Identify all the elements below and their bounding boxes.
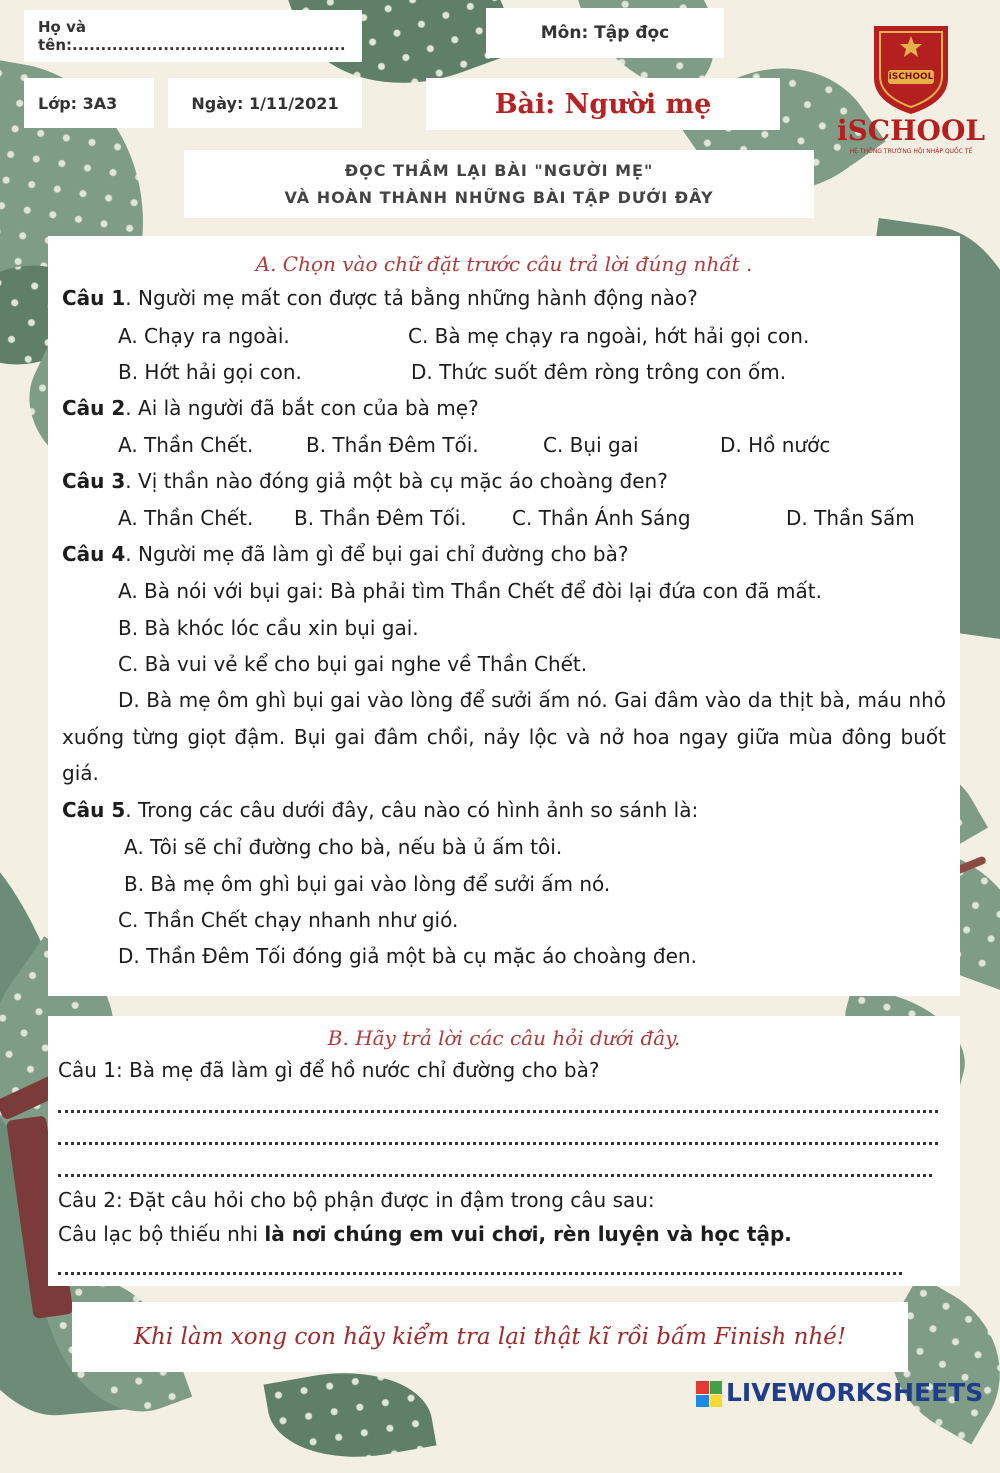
instruction-line-2: VÀ HOÀN THÀNH NHỮNG BÀI TẬP DƯỚI ĐÂY bbox=[284, 188, 714, 207]
watermark-text: LIVEWORKSHEETS bbox=[726, 1378, 984, 1407]
question-5-text: . Trong các câu dưới đây, câu nào có hình ảnh so sánh là: bbox=[125, 798, 699, 822]
logo-name: iSCHOOL bbox=[836, 114, 986, 147]
q2-option-a[interactable]: A. Thần Chết. bbox=[118, 433, 254, 457]
q3-option-d[interactable]: D. Thần Sấm bbox=[786, 506, 915, 530]
q4-option-b[interactable]: B. Bà khóc lóc cầu xin bụi gai. bbox=[118, 616, 419, 640]
liveworksheets-logo-icon bbox=[696, 1381, 722, 1407]
question-2 bbox=[62, 396, 479, 420]
q4-option-c[interactable]: C. Bà vui vẻ kể cho bụi gai nghe về Thần Chết. bbox=[118, 652, 588, 676]
question-4 bbox=[62, 542, 628, 566]
question-3 bbox=[62, 469, 668, 493]
question-1 bbox=[62, 286, 698, 310]
q5-option-d[interactable]: D. Thần Đêm Tối đóng giả một bà cụ mặc áo choàng đen. bbox=[118, 944, 697, 968]
q4-option-d[interactable]: D. Bà mẹ ôm ghì bụi gai vào lòng để sưởi ấm nó. Gai đâm vào da thịt bà, máu nhỏ xuống từng giọt đậm. Bụi gai đâm chồi, nảy lộc và nở hoa ngay giữa mùa đông buốt giá. bbox=[62, 688, 946, 785]
section-b-sentence bbox=[58, 1222, 792, 1246]
instruction-line-1: ĐỌC THẦM LẠI BÀI "NGƯỜI MẸ" bbox=[344, 161, 654, 180]
q5-option-c[interactable]: C. Thần Chết chạy nhanh như gió. bbox=[118, 908, 459, 932]
q3-option-a[interactable]: A. Thần Chết. bbox=[118, 506, 254, 530]
q4-option-a[interactable]: A. Bà nói với bụi gai: Bà phải tìm Thần Chết để đòi lại đứa con đã mất. bbox=[118, 579, 822, 603]
logo-tagline: HỆ THỐNG TRƯỜNG HỘI NHẬP QUỐC TẾ bbox=[849, 148, 973, 155]
date-box bbox=[168, 78, 362, 128]
answer-line-3[interactable] bbox=[58, 1174, 932, 1177]
section-b bbox=[48, 1016, 960, 1286]
q3-option-b[interactable]: B. Thần Đêm Tối. bbox=[294, 506, 467, 530]
q3-option-c[interactable]: C. Thần Ánh Sáng bbox=[512, 506, 691, 530]
q5-option-b[interactable]: B. Bà mẹ ôm ghì bụi gai vào lòng để sưởi ấm nó. bbox=[124, 872, 611, 896]
question-5-label: Câu 5 bbox=[62, 798, 126, 822]
section-a bbox=[48, 236, 960, 996]
name-field bbox=[24, 10, 362, 62]
section-b-question-1: Câu 1: Bà mẹ đã làm gì để hồ nước chỉ đường cho bà? bbox=[58, 1058, 600, 1082]
question-4-label: Câu 4 bbox=[62, 542, 126, 566]
logo-badge-text: iSCHOOL bbox=[888, 72, 934, 82]
question-4-text: . Người mẹ đã làm gì để bụi gai chỉ đường cho bà? bbox=[125, 542, 629, 566]
q2-option-d[interactable]: D. Hồ nước bbox=[720, 433, 831, 457]
liveworksheets-watermark bbox=[696, 1378, 996, 1410]
q2-option-b[interactable]: B. Thần Đêm Tối. bbox=[306, 433, 479, 457]
question-2-text: . Ai là người đã bắt con của bà mẹ? bbox=[125, 396, 479, 420]
question-2-label: Câu 2 bbox=[62, 396, 126, 420]
section-b-question-2: Câu 2: Đặt câu hỏi cho bộ phận được in đậm trong câu sau: bbox=[58, 1188, 655, 1212]
section-b-title: B. Hãy trả lời các câu hỏi dưới đây. bbox=[327, 1026, 681, 1050]
sentence-plain-part: Câu lạc bộ thiếu nhi bbox=[58, 1222, 265, 1246]
lesson-title-box bbox=[426, 78, 780, 130]
question-1-label: Câu 1 bbox=[62, 286, 126, 310]
question-1-text: . Người mẹ mất con được tả bằng những hành động nào? bbox=[125, 286, 698, 310]
section-a-title: A. Chọn vào chữ đặt trước câu trả lời đúng nhất . bbox=[255, 252, 753, 276]
name-label: Họ và tên:................................................ bbox=[38, 18, 346, 54]
q5-option-a[interactable]: A. Tôi sẽ chỉ đường cho bà, nếu bà ủ ấm tôi. bbox=[124, 835, 563, 859]
lesson-title: Bài: Người mẹ bbox=[494, 88, 712, 120]
instruction-box bbox=[184, 150, 814, 218]
q2-option-c[interactable]: C. Bụi gai bbox=[543, 433, 639, 457]
q1-option-a[interactable]: A. Chạy ra ngoài. bbox=[118, 324, 290, 348]
footer-text: Khi làm xong con hãy kiểm tra lại thật kĩ rồi bấm Finish nhé! bbox=[133, 1324, 847, 1350]
answer-line-1[interactable] bbox=[58, 1110, 938, 1113]
date-label: Ngày: 1/11/2021 bbox=[191, 93, 339, 113]
question-3-text: . Vị thần nào đóng giả một bà cụ mặc áo choàng đen? bbox=[125, 469, 668, 493]
class-box bbox=[24, 78, 154, 128]
subject-box bbox=[486, 8, 724, 58]
q1-option-b[interactable]: B. Hớt hải gọi con. bbox=[118, 360, 302, 384]
footer-box bbox=[72, 1302, 908, 1372]
answer-line-4[interactable] bbox=[58, 1272, 902, 1275]
sentence-bold-part: là nơi chúng em vui chơi, rèn luyện và học tập. bbox=[264, 1222, 792, 1246]
q1-option-d[interactable]: D. Thức suốt đêm ròng trông con ốm. bbox=[411, 360, 787, 384]
subject-label: Môn: Tập đọc bbox=[540, 23, 670, 43]
class-label: Lớp: 3A3 bbox=[38, 93, 118, 113]
school-logo bbox=[836, 22, 986, 162]
question-5 bbox=[62, 798, 698, 822]
q1-option-c[interactable]: C. Bà mẹ chạy ra ngoài, hớt hải gọi con. bbox=[408, 324, 810, 348]
question-3-label: Câu 3 bbox=[62, 469, 126, 493]
answer-line-2[interactable] bbox=[58, 1142, 938, 1145]
